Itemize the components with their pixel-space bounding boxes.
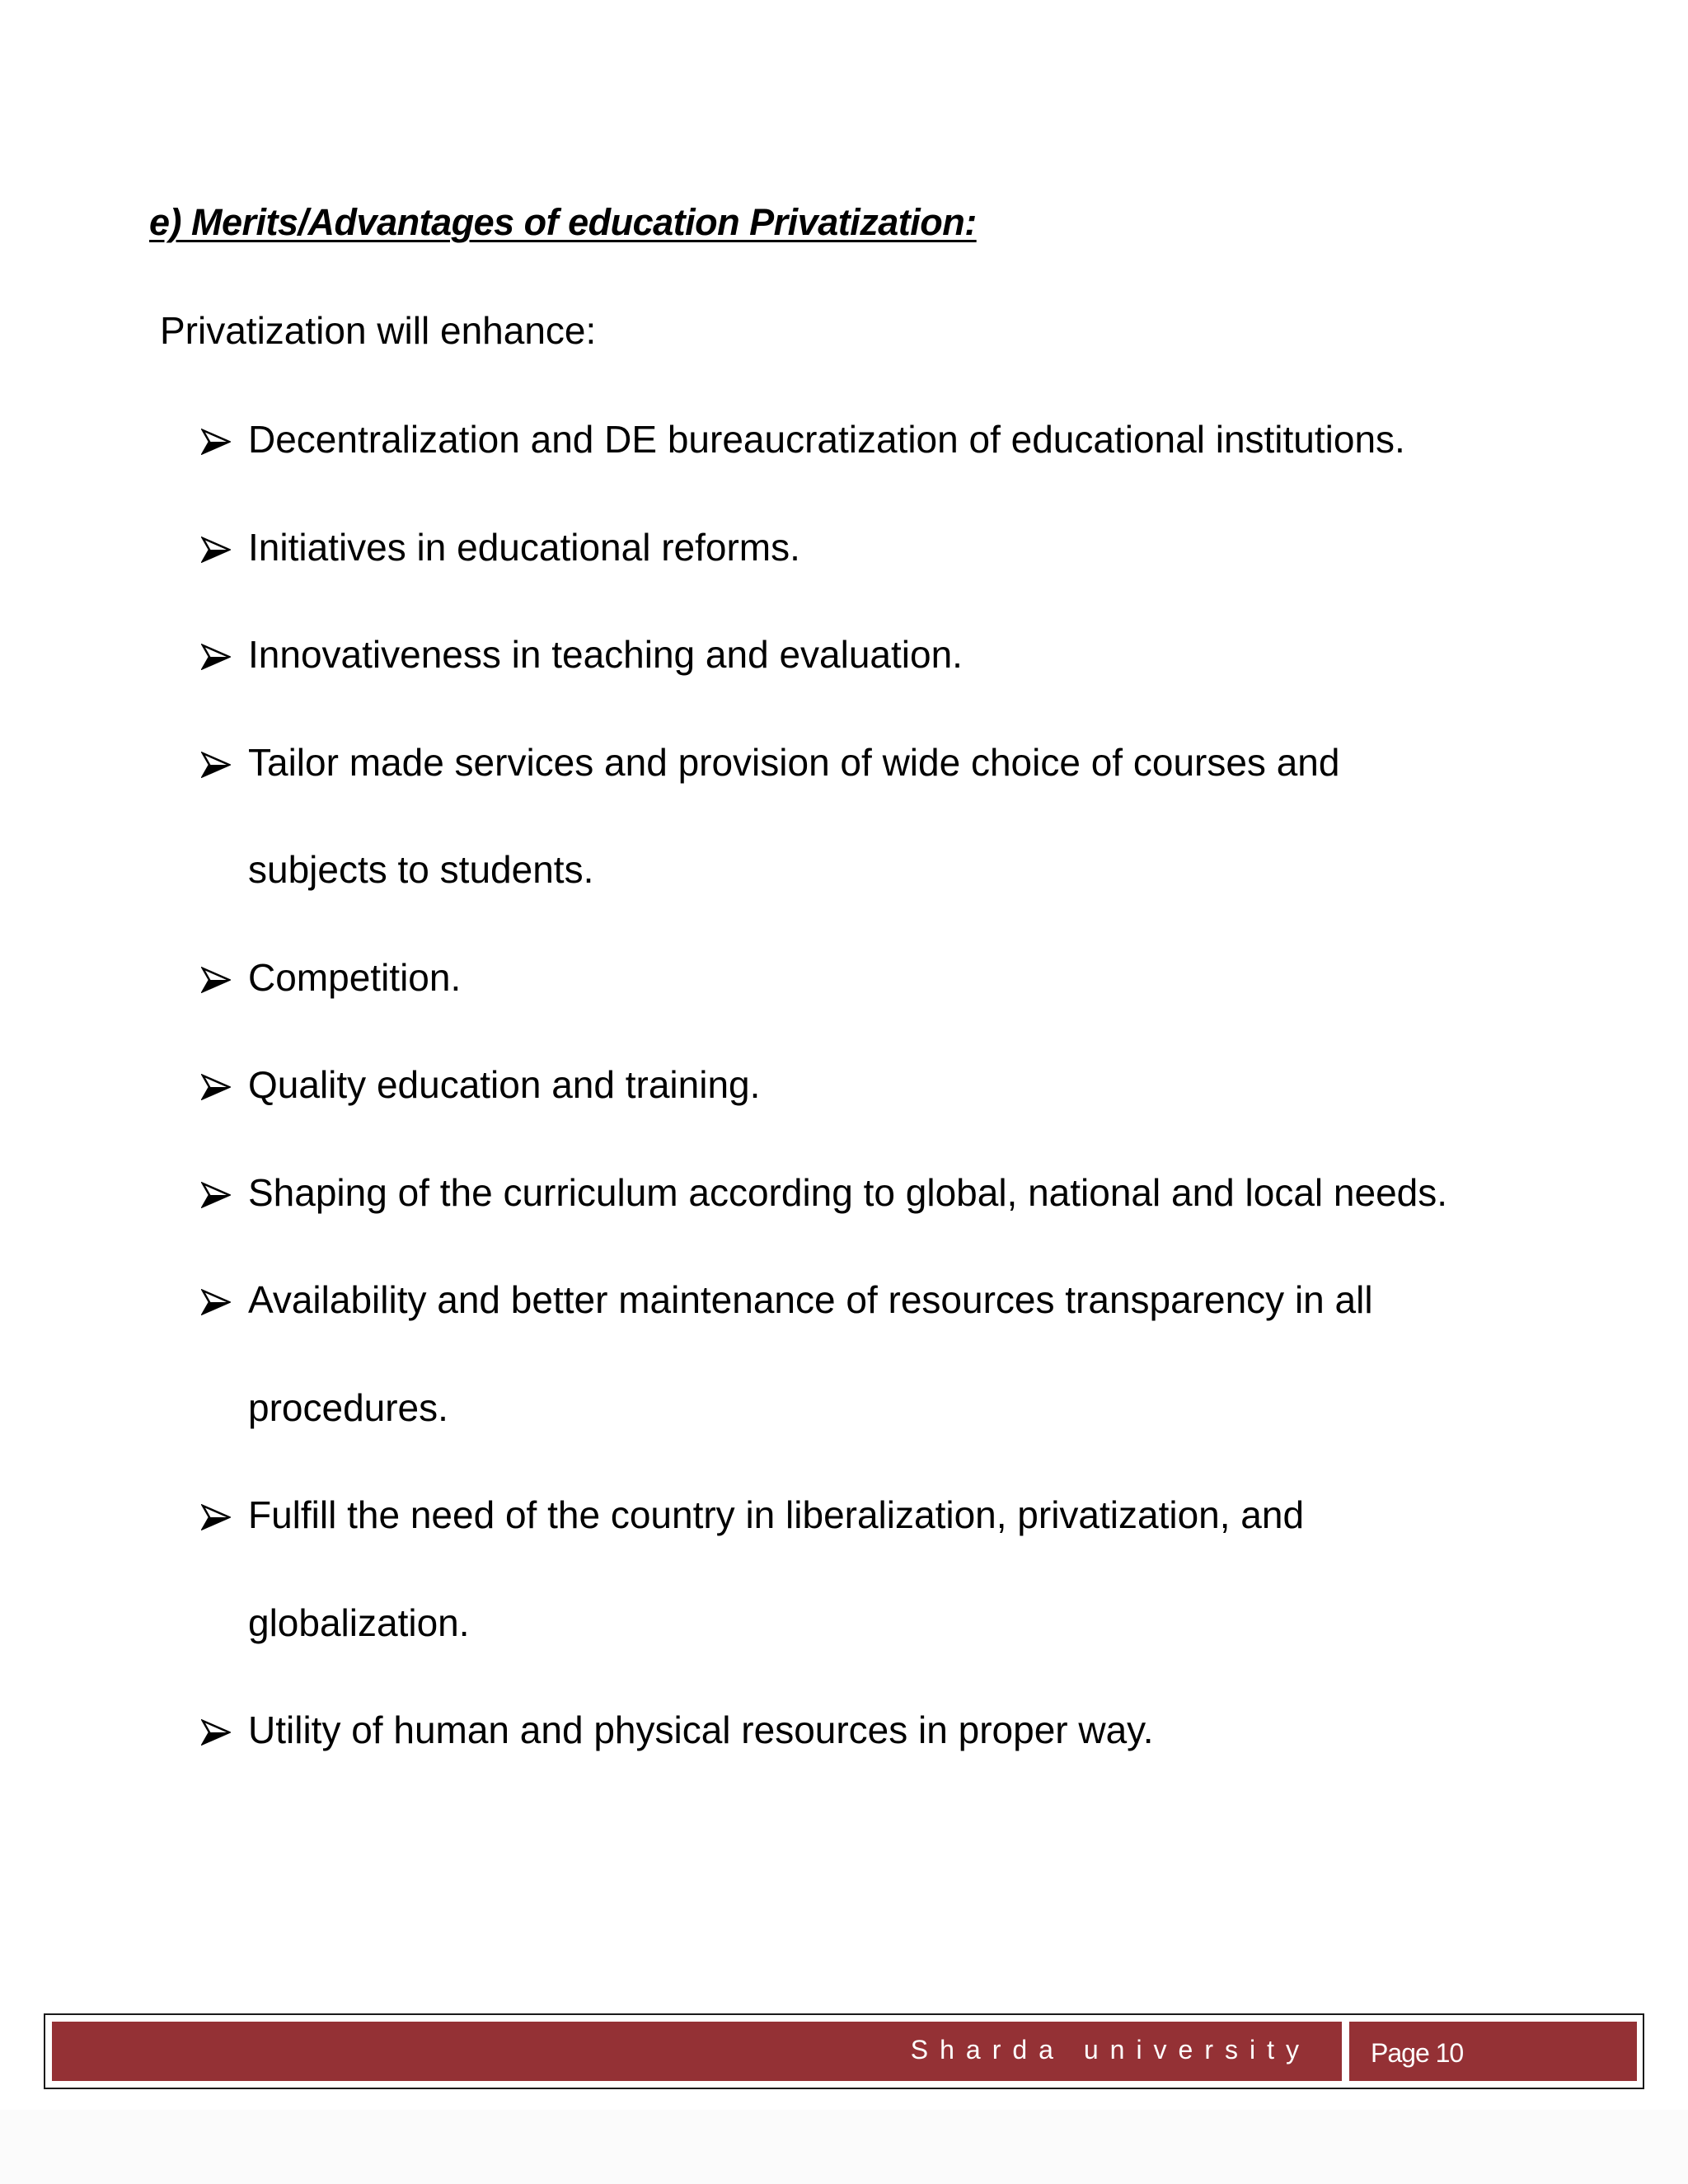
bullet-text: Quality education and training. bbox=[248, 1063, 761, 1106]
bullet-text: Availability and better maintenance of resources transparency in all bbox=[248, 1278, 1373, 1321]
bullet-text-continuation: globalization. bbox=[248, 1601, 470, 1644]
arrow-bullet-icon bbox=[201, 644, 231, 670]
bullet-text: Shaping of the curriculum according to global, national and local needs. bbox=[248, 1170, 1448, 1214]
footer-page-number: Page 10 bbox=[1371, 2038, 1464, 2068]
footer-page-box bbox=[1349, 2022, 1637, 2081]
bullet-text-continuation: subjects to students. bbox=[248, 848, 594, 891]
arrow-bullet-icon bbox=[201, 1504, 231, 1530]
arrow-bullet-icon bbox=[201, 1289, 231, 1315]
section-heading: e) Merits/Advantages of education Privatization: bbox=[149, 201, 977, 243]
arrow-bullet-icon bbox=[201, 752, 231, 778]
bullet-text: Decentralization and DE bureaucratization of educational institutions. bbox=[248, 418, 1405, 461]
bullet-text: Fulfill the need of the country in liberalization, privatization, and bbox=[248, 1493, 1305, 1536]
page-bottom-margin bbox=[0, 2110, 1688, 2184]
arrow-bullet-icon bbox=[201, 967, 231, 993]
footer-university-bar bbox=[52, 2022, 1342, 2081]
bullet-text: Utility of human and physical resources in proper way. bbox=[248, 1708, 1154, 1751]
arrow-bullet-icon bbox=[201, 1719, 231, 1746]
bullet-text: Tailor made services and provision of wide choice of courses and bbox=[248, 740, 1340, 784]
arrow-bullet-icon bbox=[201, 1074, 231, 1100]
footer-university-name: Sharda university bbox=[910, 2035, 1311, 2064]
arrow-bullet-icon bbox=[201, 429, 231, 455]
arrow-bullet-icon bbox=[201, 537, 231, 563]
bullet-text-continuation: procedures. bbox=[248, 1385, 448, 1429]
intro-text: Privatization will enhance: bbox=[160, 309, 597, 352]
bullet-text: Competition. bbox=[248, 955, 462, 999]
bullet-text: Innovativeness in teaching and evaluation. bbox=[248, 633, 963, 676]
arrow-bullet-icon bbox=[201, 1182, 231, 1208]
bullet-text: Initiatives in educational reforms. bbox=[248, 525, 800, 569]
